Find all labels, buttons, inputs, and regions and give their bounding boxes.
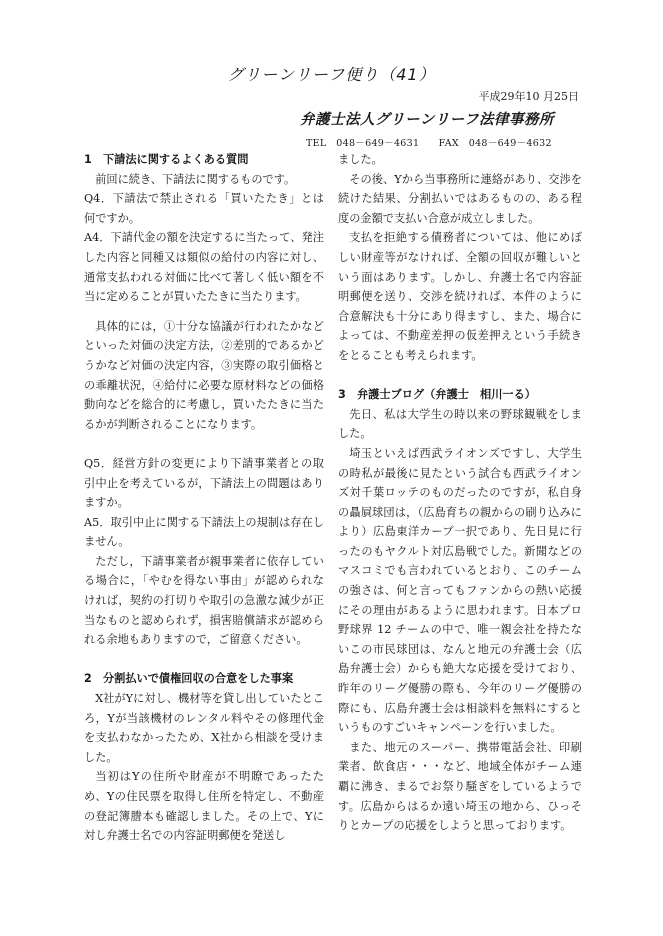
section-3-heading: 3 弁護士ブログ（弁護士 相川一る） xyxy=(338,388,536,402)
section-1-intro: 前回に続き、下請法に関するものです。 xyxy=(95,172,296,186)
answer-4-detail: 具体的には，①十分な協議が行われたかなどといった対価の決定方法，②差別的であるかどうかなど対価の決定内容，③実際の取引価格との乖離状況，④給付に必要な原材料などの価格動向などを総合的に考慮し，買いたたきに当たるかが判断されることになります。 xyxy=(84,319,324,431)
section-2-paragraph-1: X社がYに対し、機材等を貸し出していたところ，Yが当該機材のレンタル料やその修理代金を支払わなかったため、X社から相談を受けました。 xyxy=(84,692,324,764)
section-3-paragraph-2: 埼玉といえば西武ライオンズですし、大学生の時私が最後に見たという試合も西武ライオンズ対千葉ロッテのものだったのですが，私自身の贔屓球団は，（広島育ちの親からの刷り込みにより）広島東洋カープ一択であり、先日見に行ったのもヤクルト対広島戦でした。新聞などのマスコミでも言われているとおり、このチームの強さは、何と言ってもファンからの熱い応援にその理由があるように思われます。日本プロ野球界 12 チームの中で、唯一親会社を持たないこの市民球団は、なんと地元の弁護士会（広島弁護士会）からも絶大な応援を受けており、昨年のリーグ優勝の際も、今年のリーグ優勝の際にも、広島弁護士会は相談料を無料にするというものすごいキャンペーンを行いました。 xyxy=(338,446,582,735)
section-2-paragraph-4: 支払を拒絶する債務者については、他にめぼしい財産等がなければ、全額の回収が難しいという面はあります。しかし、弁護士名で内容証明郵便を送り、交渉を続ければ、本件のように合意解決も十分にあり得ますし、また、場合によっては、不動産差押の仮差押えという手続きをとることも考えられます。 xyxy=(338,231,582,362)
right-column xyxy=(338,150,582,836)
section-3-paragraph-1: 先日、私は大学生の時以来の野球観戦をしました。 xyxy=(338,407,582,441)
section-3-paragraph-3: また、地元のスーパー、携帯電話会社、印刷業者、飲食店・・・など、地域全体がチーム連覇に沸き、まるでお祭り騒ぎをしているようです。広島からはるか遠い埼玉の地から、ひっそりとカープの応援をしようと思っております。 xyxy=(338,740,582,833)
answer-5: A5．取引中止に関する下請法上の規制は存在しません。 xyxy=(84,515,324,549)
section-2-continuation: ました。 xyxy=(338,153,383,166)
newsletter-title: グリーンリーフ便り（41） xyxy=(227,65,436,84)
section-1-heading: 1 下請法に関するよくある質問 xyxy=(84,153,249,166)
section-2-heading: 2 分割払いで債権回収の合意をした事案 xyxy=(84,672,294,686)
firm-name: 弁護士法人グリーンリーフ法律事務所 xyxy=(300,112,554,128)
tel-number: TEL 048－649－4631 xyxy=(306,138,420,149)
question-5: Q5．経営方針の変更により下請事業者との取引中止を考えているが，下請法上の問題はありますか。 xyxy=(84,456,324,510)
answer-5-detail: ただし，下請事業者が親事業者に依存している場合に，「やむを得ない事由」が認められなければ，契約の打切りや取引の急激な減少が正当なものと認められず，損害賠償請求が認められる余地もありますので，ご留意ください。 xyxy=(84,554,324,647)
left-column xyxy=(84,150,324,846)
fax-number: FAX 048－649－4632 xyxy=(438,138,552,149)
issue-date: 平成29年10 月25日 xyxy=(478,90,579,103)
question-4: Q4．下請法で禁止される「買いたたき」とは何ですか。 xyxy=(84,192,324,225)
answer-4: A4．下請代金の額を決定するに当たって、発注した内容と同種又は類似の給付の内容に対し、通常支払われる対価に比べて著しく低い額を不当に定めることが買いたたきに当たります。 xyxy=(84,231,324,304)
section-2-paragraph-3: その後、Yから当事務所に連絡があり、交渉を続けた結果、分割払いではあるものの、ある程度の金額で支払い合意が成立しました。 xyxy=(338,172,582,225)
section-2-paragraph-2: 当初はYの住所や財産が不明瞭であったため、Yの住民票を取得し住所を特定し、不動産の登記簿謄本も確認しました。その上で、Yに対し弁護士名での内容証明郵便を発送し xyxy=(84,770,324,843)
contact-line xyxy=(306,135,568,149)
